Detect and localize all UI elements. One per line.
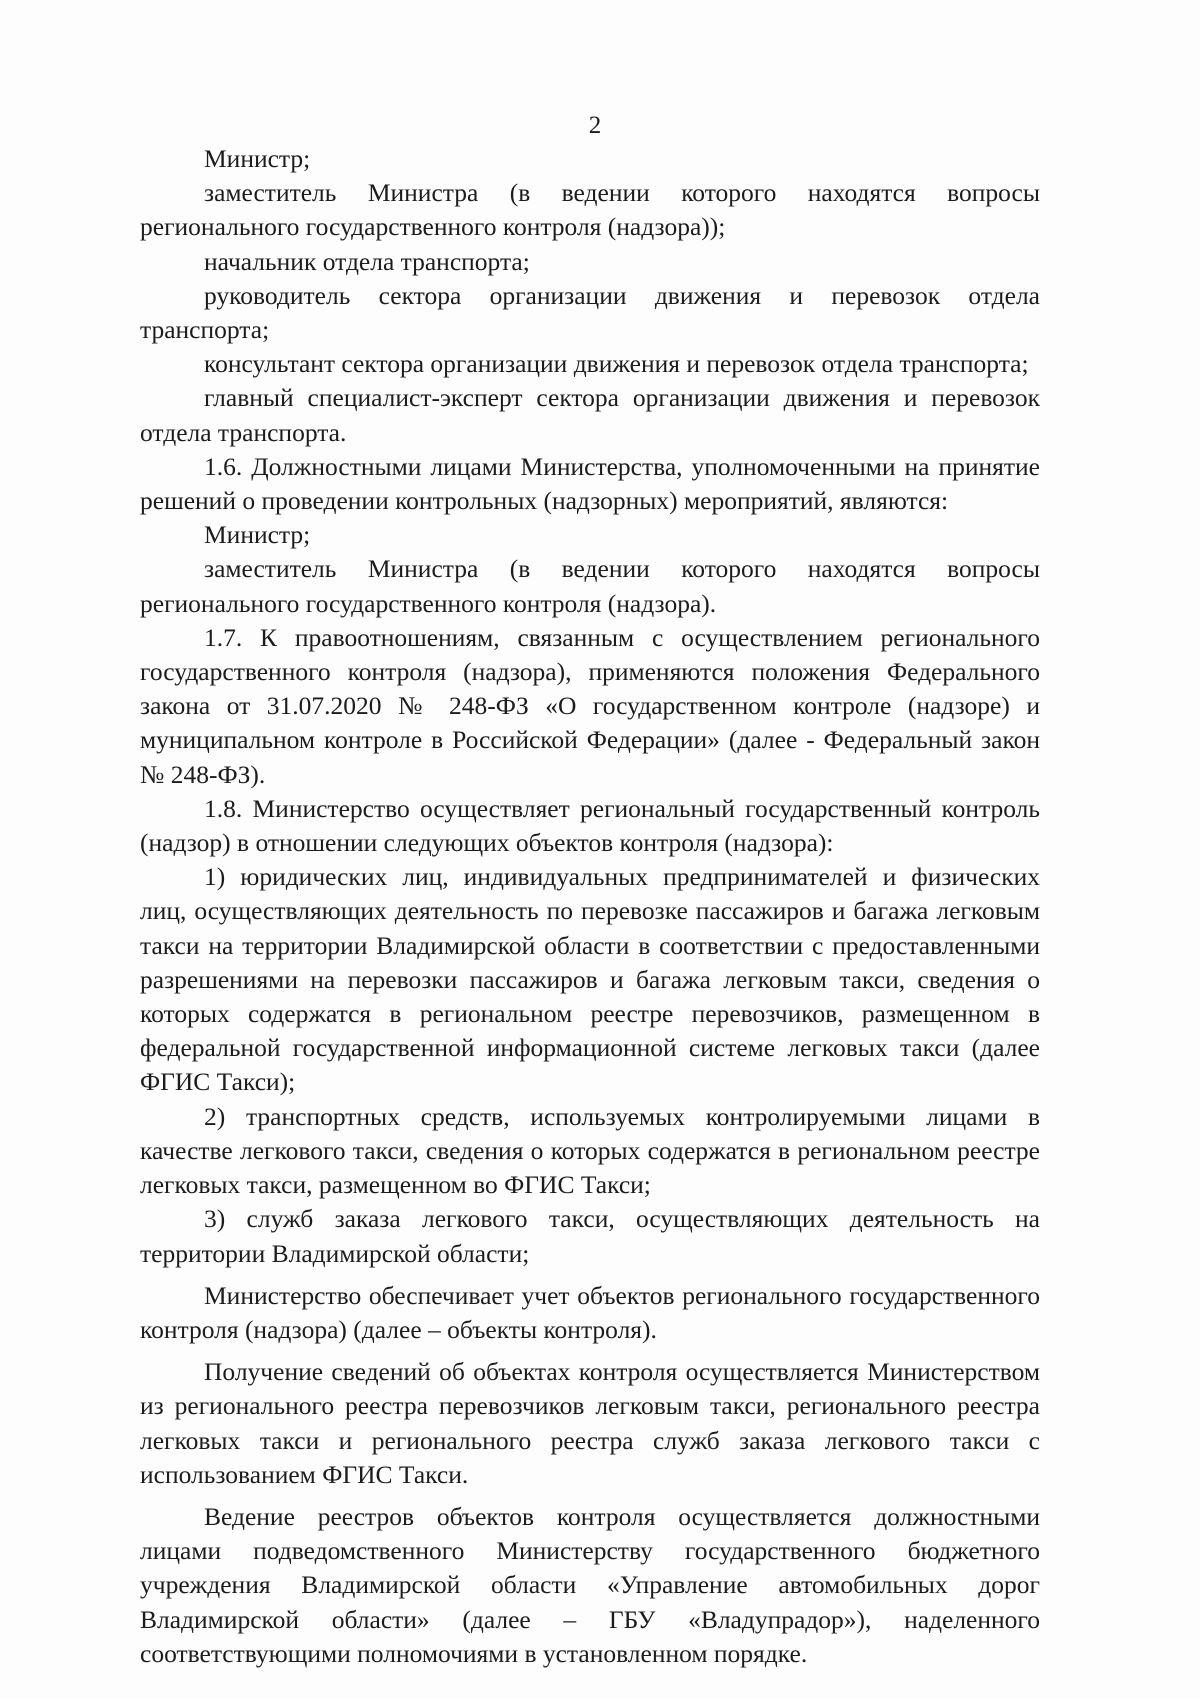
- paragraph: 2) транспортных средств, используемых контролируемыми лицами в качестве легкового такси, сведения о которых содержатся в региональном реестре легковых такси, размещенном во ФГИС Такси;: [140, 1101, 1040, 1200]
- paragraph: 1) юридических лиц, индивидуальных предпринимателей и физических лиц, осуществляющих деятельность по перевозке пассажиров и багажа легковым такси на территории Владимирской области в соответствии с предоставленными разрешениями на перевозки пассажиров и багажа легковым такси, сведения о которых содержатся в региональном реестре перевозчиков, размещенном в федеральной государственной информационной системе легковых такси (далее ФГИС Такси);: [140, 862, 1040, 1097]
- paragraph: 3) служб заказа легкового такси, осуществляющих деятельность на территории Владимирской области;: [140, 1204, 1040, 1268]
- paragraph: Получение сведений об объектах контроля осуществляется Министерством из регионального реестра перевозчиков легковым такси, регионального реестра легковых такси и регионального реестра служб заказа легкового такси с использованием ФГИС Такси.: [140, 1357, 1040, 1489]
- page-number: 2: [588, 112, 602, 139]
- paragraph: начальник отдела транспорта;: [204, 246, 530, 276]
- paragraph: руководитель сектора организации движения и перевозок отдела транспорта;: [140, 280, 1040, 345]
- paragraph: 1.8. Министерство осуществляет региональный государственный контроль (надзор) в отношении следующих объектов контроля (надзора):: [140, 793, 1040, 858]
- paragraph: 1.7. К правоотношениям, связанным с осуществлением регионального государственного контроля (надзора), применяются положения Федерального закона от 31.07.2020 № 248-ФЗ «О государственном контроле (надзоре) и муниципальном контроле в Российской Федерации» (далее - Федеральный закон № 248-ФЗ).: [140, 622, 1040, 789]
- document-body: [140, 142, 1040, 1671]
- paragraph: главный специалист-эксперт сектора организации движения и перевозок отдела транспорта.: [140, 383, 1040, 447]
- paragraph: заместитель Министра (в ведении которого находятся вопросы регионального государственного контроля (надзора));: [140, 178, 1040, 242]
- paragraph: Министерство обеспечивает учет объектов регионального государственного контроля (надзора) (далее – объекты контроля).: [140, 1280, 1040, 1344]
- paragraph: Министр;: [204, 520, 311, 550]
- paragraph: 1.6. Должностными лицами Министерства, уполномоченными на принятие решений о проведении контрольных (надзорных) мероприятий, являются:: [140, 451, 1040, 516]
- paragraph: Ведение реестров объектов контроля осуществляется должностными лицами подведомственного Министерству государственного бюджетного учреждения Владимирской области «Управление автомобильных дорог Владимирской области» (далее – ГБУ «Владупрадор»), наделенного соответствующими полномочиями в установленном порядке.: [140, 1501, 1040, 1668]
- paragraph: заместитель Министра (в ведении которого находятся вопросы регионального государственного контроля (надзора).: [140, 554, 1040, 618]
- paragraph: консультант сектора организации движения и перевозок отдела транспорта;: [204, 349, 1029, 379]
- paragraph: Министр;: [204, 144, 311, 173]
